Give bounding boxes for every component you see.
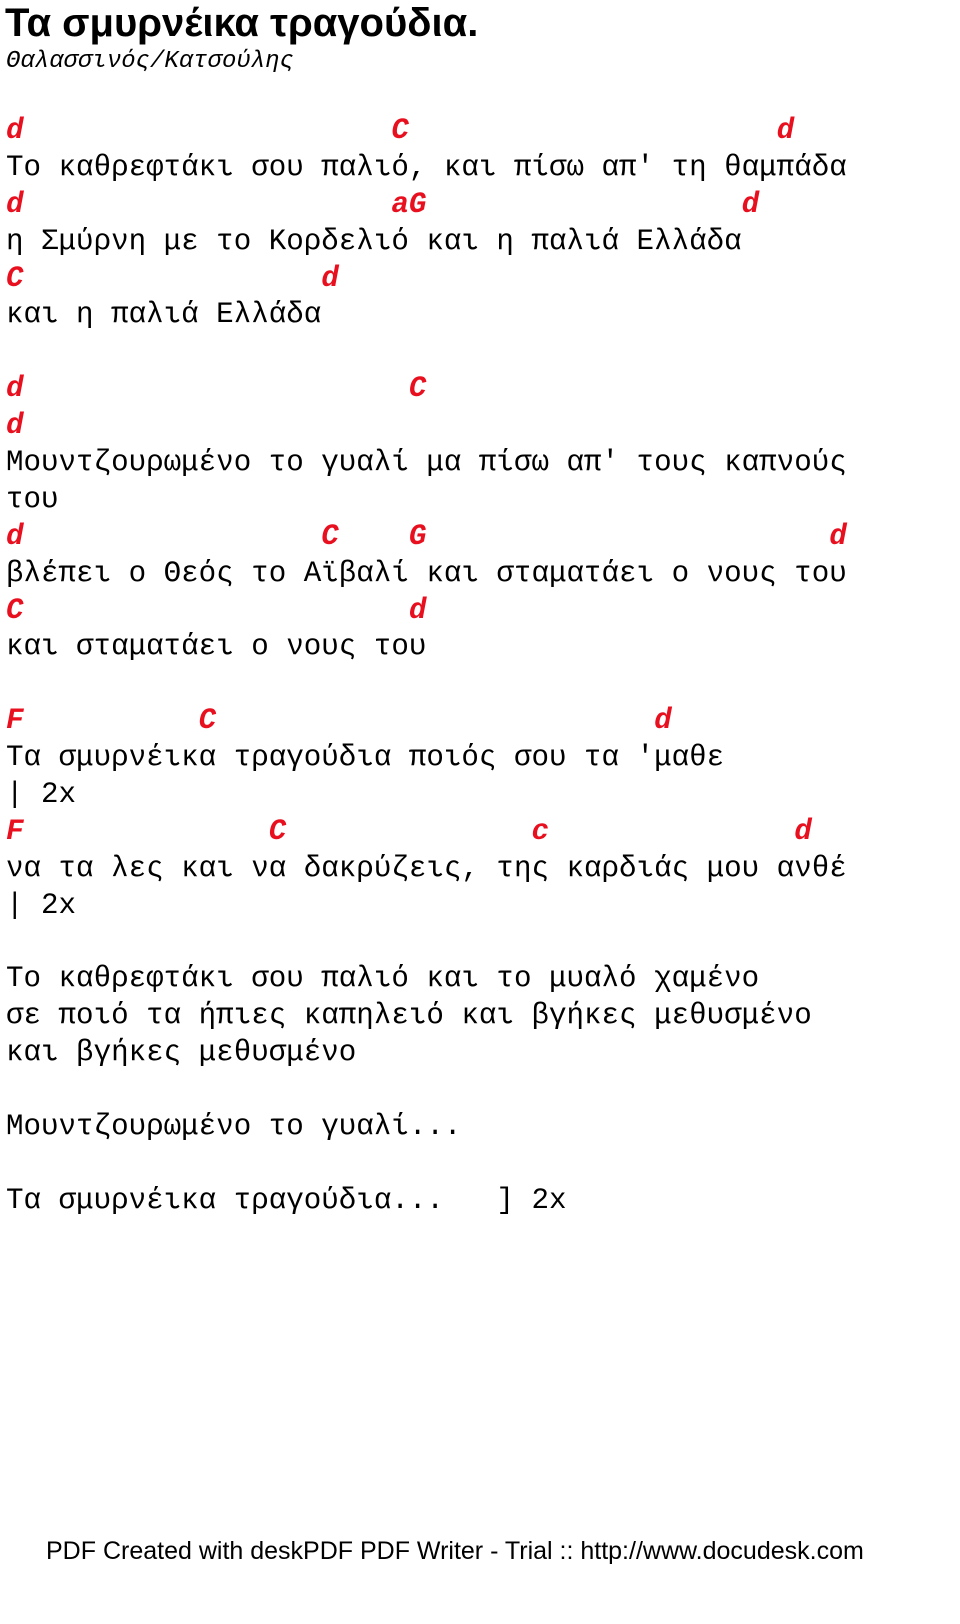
blank-line — [6, 925, 847, 962]
lyric-line: η Σμύρνη με το Κορδελιό και η παλιά Ελλάδα — [6, 224, 742, 258]
lyric-line: Τα σμυρνέικα τραγούδια... ] 2x — [6, 1183, 567, 1217]
blank-line — [6, 334, 847, 371]
lyric-line: και η παλιά Ελλάδα — [6, 298, 322, 332]
lyric-line: Μουντζουρωμένο το γυαλί μα πίσω απ' τους καπνούς — [6, 446, 847, 480]
blank-line — [6, 1072, 847, 1109]
chord-line: d C d — [6, 114, 795, 147]
lyric-line: Μουντζουρωμένο το γυαλί... — [6, 1110, 462, 1144]
chord-line: C d — [6, 593, 427, 627]
blank-line — [6, 1146, 847, 1183]
song-body — [6, 113, 847, 1220]
lyric-line: | 2x — [6, 888, 77, 922]
chord-line: d aG d — [6, 187, 760, 221]
chord-line: F C c d — [6, 814, 812, 848]
lyric-line: να τα λες και να δακρύζεις, της καρδιάς μου ανθέ — [6, 851, 847, 885]
lyric-line: | 2x — [6, 778, 77, 812]
lyric-line: Τα σμυρνέικα τραγούδια ποιός σου τα 'μαθε — [6, 741, 725, 775]
song-artists: Θαλασσινός/Κατσούλης — [6, 48, 295, 75]
chord-line: F C d — [6, 704, 672, 738]
lyric-line: βλέπει ο Θεός το Αϊβαλί και σταματάει ο νους του — [6, 556, 847, 590]
chord-line: d C — [6, 372, 427, 406]
lyric-line: και βγήκες μεθυσμένο — [6, 1036, 357, 1070]
blank-line — [6, 666, 847, 703]
lyric-line: Το καθρεφτάκι σου παλιό και το μυαλό χαμένο — [6, 962, 760, 996]
lyric-line: σε ποιό τα ήπιες καπηλειό και βγήκες μεθυσμένο — [6, 999, 812, 1033]
chord-line: C d — [6, 261, 339, 295]
lyric-line: και σταματάει ο νους του — [6, 630, 427, 664]
chord-line: d C G d — [6, 519, 847, 553]
lyric-line: του — [6, 482, 59, 516]
pdf-footer: PDF Created with deskPDF PDF Writer - Trial :: http://www.docudesk.com — [46, 1537, 864, 1565]
song-title: Τα σμυρνέικα τραγούδια. — [5, 1, 479, 45]
lyric-line: Το καθρεφτάκι σου παλιό, και πίσω απ' τη θαμπάδα — [6, 150, 847, 184]
chord-line: d — [6, 409, 24, 443]
